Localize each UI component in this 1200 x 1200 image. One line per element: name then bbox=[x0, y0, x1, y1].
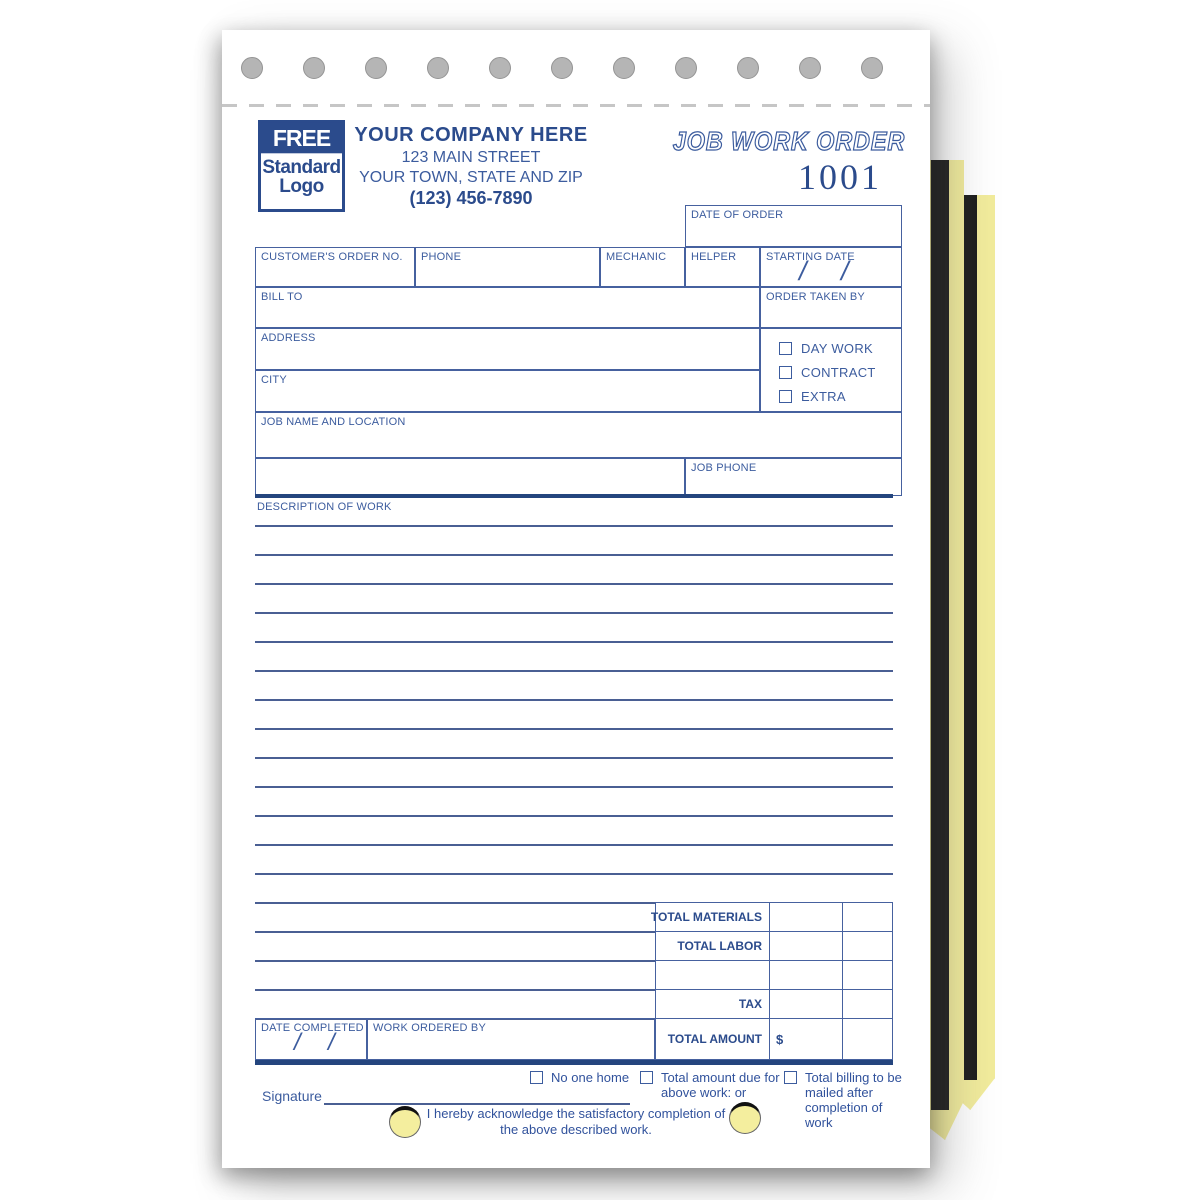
form-title: JOB WORK ORDER bbox=[672, 126, 905, 156]
company-block bbox=[340, 124, 602, 209]
logo-standard-text: Standard bbox=[262, 157, 341, 178]
totals-label bbox=[656, 961, 769, 989]
punch-hole bbox=[303, 57, 325, 79]
totals-value-cell bbox=[842, 961, 892, 989]
ruled-line bbox=[255, 670, 893, 672]
totals-label: TOTAL AMOUNT bbox=[667, 1032, 762, 1046]
contract-checkbox bbox=[779, 366, 792, 379]
punch-hole bbox=[427, 57, 449, 79]
company-phone: (123) 456-7890 bbox=[409, 188, 533, 208]
totals-value-cell bbox=[769, 932, 842, 960]
field-bill-to bbox=[255, 287, 760, 328]
field-label: MECHANIC bbox=[606, 251, 667, 263]
carbon-strip bbox=[931, 160, 949, 1110]
ruled-line bbox=[255, 786, 893, 788]
ruled-line bbox=[255, 815, 893, 817]
dollar-sign: $ bbox=[769, 1019, 842, 1059]
punch-hole bbox=[675, 57, 697, 79]
footer-option-total-billing bbox=[784, 1070, 914, 1130]
totals-row-materials bbox=[650, 903, 892, 932]
ruled-line bbox=[255, 583, 893, 585]
day-work-checkbox bbox=[779, 342, 792, 355]
punch-hole bbox=[737, 57, 759, 79]
total-billing-checkbox bbox=[784, 1071, 797, 1084]
totals-value-cell bbox=[842, 932, 892, 960]
field-label: BILL TO bbox=[261, 291, 303, 303]
totals-row-labor bbox=[656, 932, 892, 961]
work-type-option-contract bbox=[779, 365, 876, 380]
punch-hole bbox=[861, 57, 883, 79]
punch-hole bbox=[551, 57, 573, 79]
checkbox-label: Total billing to be mailed after completion of work bbox=[805, 1070, 902, 1130]
date-slash: / bbox=[294, 1029, 301, 1056]
copy-sheet-yellow-front bbox=[926, 160, 964, 1140]
ruled-line bbox=[255, 525, 893, 527]
totals-value-cell bbox=[842, 990, 892, 1018]
field-address bbox=[255, 328, 760, 370]
work-type-panel bbox=[760, 328, 902, 412]
field-starting-date bbox=[760, 247, 902, 287]
footer-option-no-one-home bbox=[530, 1070, 640, 1085]
field-work-ordered-by bbox=[367, 1018, 655, 1060]
totals-value-cell bbox=[769, 903, 842, 931]
date-slash: / bbox=[328, 1029, 335, 1056]
punch-hole-yellow-right bbox=[729, 1102, 761, 1134]
logo-logo-text: Logo bbox=[279, 176, 324, 197]
checkbox-label: DAY WORK bbox=[801, 341, 873, 356]
section-divider bbox=[255, 494, 893, 498]
punch-hole bbox=[241, 57, 263, 79]
field-job-extra bbox=[255, 458, 685, 496]
field-order-taken-by bbox=[760, 287, 902, 328]
punch-hole bbox=[489, 57, 511, 79]
form-number: 1001 bbox=[798, 157, 882, 197]
punch-hole bbox=[613, 57, 635, 79]
ruled-line bbox=[255, 699, 893, 701]
date-slash: / bbox=[841, 256, 849, 286]
work-type-option-extra bbox=[779, 389, 846, 404]
totals-row-tax bbox=[656, 990, 892, 1019]
punch-hole-yellow-left bbox=[389, 1106, 421, 1138]
company-city-line: YOUR TOWN, STATE AND ZIP bbox=[359, 169, 583, 186]
logo-free-text: FREE bbox=[261, 123, 342, 154]
field-label: HELPER bbox=[691, 251, 737, 263]
ruled-line bbox=[255, 844, 893, 846]
perforation-line bbox=[222, 104, 930, 107]
footer-option-total-amount-due bbox=[640, 1070, 795, 1100]
totals-value-cell bbox=[769, 961, 842, 989]
acknowledgement-text: I hereby acknowledge the satisfactory completion of the above described work. bbox=[426, 1106, 726, 1137]
signature-line bbox=[324, 1103, 630, 1105]
field-mechanic bbox=[600, 247, 685, 287]
field-city bbox=[255, 370, 760, 412]
field-label: DATE OF ORDER bbox=[691, 209, 784, 221]
checkbox-label: Total amount due for above work: or bbox=[661, 1070, 780, 1100]
totals-label: TOTAL MATERIALS bbox=[650, 910, 762, 924]
punch-hole bbox=[365, 57, 387, 79]
job-work-order-form bbox=[222, 30, 930, 1168]
checkbox-label: EXTRA bbox=[801, 389, 846, 404]
field-date-completed bbox=[255, 1018, 367, 1060]
ruled-line bbox=[255, 554, 893, 556]
totals-row-blank bbox=[656, 961, 892, 990]
field-label: STARTING DATE bbox=[766, 251, 855, 263]
checkbox-label: CONTRACT bbox=[801, 365, 876, 380]
signature-label: Signature bbox=[262, 1088, 322, 1104]
field-customers-order-no bbox=[255, 247, 415, 287]
ruled-line bbox=[255, 873, 893, 875]
ruled-line bbox=[255, 728, 893, 730]
field-helper bbox=[685, 247, 760, 287]
no-one-home-checkbox bbox=[530, 1071, 543, 1084]
totals-label: TOTAL LABOR bbox=[677, 939, 762, 953]
field-phone bbox=[415, 247, 600, 287]
totals-row-total-amount bbox=[656, 1019, 892, 1059]
field-label: CITY bbox=[261, 374, 287, 386]
field-label: ADDRESS bbox=[261, 332, 316, 344]
totals-value-cell bbox=[842, 903, 892, 931]
company-street: 123 MAIN STREET bbox=[401, 149, 541, 166]
total-amount-due-checkbox bbox=[640, 1071, 653, 1084]
totals-value-cell bbox=[842, 1019, 892, 1059]
totals-label: TAX bbox=[738, 997, 762, 1011]
field-label: JOB NAME AND LOCATION bbox=[261, 416, 406, 428]
checkbox-label: No one home bbox=[551, 1070, 630, 1085]
field-label: ORDER TAKEN BY bbox=[766, 291, 865, 303]
ruled-line bbox=[255, 641, 893, 643]
ruled-line bbox=[255, 757, 893, 759]
standard-logo bbox=[258, 120, 345, 212]
field-job-name-and-location bbox=[255, 412, 902, 458]
bottom-bar bbox=[255, 1060, 893, 1065]
field-label: DATE COMPLETED bbox=[261, 1022, 364, 1034]
field-label: JOB PHONE bbox=[691, 462, 757, 474]
ruled-line bbox=[255, 612, 893, 614]
totals-value-cell bbox=[769, 990, 842, 1018]
date-slash: / bbox=[799, 256, 807, 286]
field-job-phone bbox=[685, 458, 902, 496]
field-label: WORK ORDERED BY bbox=[373, 1022, 487, 1034]
field-label: PHONE bbox=[421, 251, 462, 263]
field-date-of-order bbox=[685, 205, 902, 247]
punch-hole bbox=[799, 57, 821, 79]
totals-table bbox=[650, 902, 893, 1060]
description-of-work-label: DESCRIPTION OF WORK bbox=[257, 501, 392, 513]
extra-checkbox bbox=[779, 390, 792, 403]
company-name: YOUR COMPANY HERE bbox=[354, 124, 588, 146]
field-label: CUSTOMER'S ORDER NO. bbox=[261, 251, 403, 263]
work-type-option-day-work bbox=[779, 341, 873, 356]
